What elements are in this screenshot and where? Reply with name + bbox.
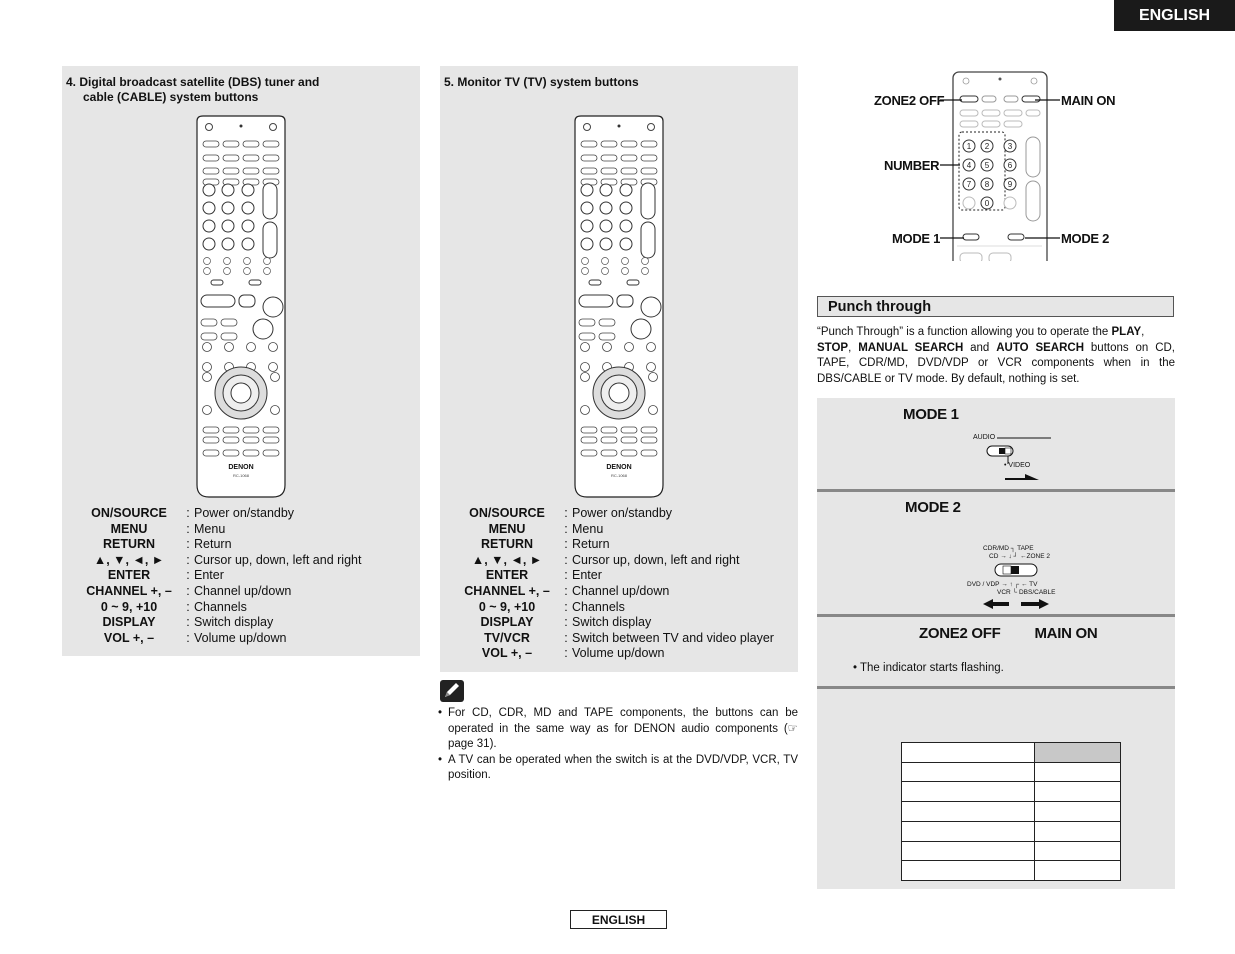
dbscable-label: DBS/CABLE	[1018, 589, 1056, 596]
remote-illustration-dbs	[193, 115, 289, 504]
punch-through-heading: Punch through	[817, 296, 1174, 317]
cdrmd-label: CDR/MD	[983, 545, 1009, 552]
footer-language-label: ENGLISH	[570, 910, 667, 929]
button-list-row	[76, 615, 361, 631]
section4-title-line1: 4. Digital broadcast satellite (DBS) tuner and	[66, 75, 320, 89]
separator: :	[186, 537, 190, 552]
separator: :	[564, 552, 568, 567]
svg-text:2: 2	[984, 142, 990, 151]
button-key: RETURN	[480, 537, 534, 552]
button-description: Return	[572, 537, 610, 552]
section5-title: 5. Monitor TV (TV) system buttons	[444, 75, 639, 89]
button-description: Menu	[572, 521, 604, 536]
svg-text:4: 4	[966, 161, 972, 170]
svg-text:5: 5	[984, 161, 990, 170]
zone2-off-label: ZONE2 OFF	[919, 625, 1001, 642]
svg-text:3: 3	[1007, 142, 1013, 151]
button-key: TV/VCR	[484, 630, 530, 645]
separator: :	[186, 630, 190, 645]
button-description: Switch display	[194, 615, 274, 630]
button-description: Channel up/down	[572, 583, 670, 598]
button-list-row	[76, 553, 361, 569]
button-description: Enter	[194, 568, 224, 583]
button-list-row	[454, 537, 774, 553]
separator: :	[186, 615, 190, 630]
button-key: ENTER	[107, 568, 151, 583]
button-key: ▲, ▼, ◄, ►	[471, 552, 543, 567]
svg-text:6: 6	[1007, 161, 1013, 170]
cd-label: CD	[989, 553, 999, 560]
zone2-label: ZONE 2	[1026, 553, 1050, 560]
button-list-row	[454, 600, 774, 616]
button-key: VOL +, –	[103, 630, 155, 645]
note-pencil-icon	[440, 680, 464, 702]
button-description: Switch display	[572, 615, 652, 630]
note-text: A TV can be operated when the switch is at the DVD/VDP, VCR, TV position.	[448, 753, 798, 782]
main-on-callout: MAIN ON	[1061, 93, 1116, 108]
button-description: Cursor up, down, left and right	[194, 552, 362, 567]
button-description: Volume up/down	[572, 646, 665, 661]
svg-text:1: 1	[966, 142, 972, 151]
section5-panel	[440, 66, 798, 672]
button-key: VOL +, –	[481, 646, 533, 661]
button-description: Menu	[194, 521, 226, 536]
button-list-row	[454, 584, 774, 600]
step1-title: MODE 1	[903, 406, 959, 423]
button-list-row	[76, 522, 361, 538]
button-list-row	[454, 631, 774, 647]
separator: :	[564, 630, 568, 645]
separator: :	[564, 599, 568, 614]
step-mode1	[817, 398, 1175, 489]
table-row	[902, 821, 1121, 841]
step3-title	[919, 625, 1097, 642]
button-key: CHANNEL +, –	[464, 583, 550, 598]
table-row	[902, 762, 1121, 782]
button-key: ENTER	[485, 568, 529, 583]
svg-text:9: 9	[1007, 180, 1013, 189]
zone2-off-callout: ZONE2 OFF	[874, 93, 945, 108]
button-list-row	[76, 631, 361, 647]
note-item: • A TV can be operated when the switch is at the DVD/VDP, VCR, TV position.	[438, 753, 798, 784]
separator: :	[186, 506, 190, 520]
intro-text: ,	[1141, 326, 1145, 338]
button-key: ▲, ▼, ◄, ►	[93, 552, 165, 567]
svg-text:0: 0	[984, 199, 990, 208]
language-tab: ENGLISH	[1114, 0, 1235, 31]
intro-text: “Punch Through” is a function allowing you to operate the	[817, 326, 1112, 338]
remote-model-label: RC-1068	[232, 473, 250, 478]
vcr-label: VCR	[997, 589, 1011, 596]
button-key: DISPLAY	[102, 615, 156, 630]
remote-model-label: RC-1068	[610, 473, 628, 478]
audio-label: AUDIO	[973, 434, 996, 441]
separator: :	[186, 583, 190, 598]
intro-text: and	[963, 341, 997, 354]
table-row	[902, 802, 1121, 822]
play-label: PLAY	[1111, 326, 1142, 338]
mode1-switch-icon	[985, 436, 1055, 484]
button-list-row	[76, 584, 361, 600]
mode2-callout: MODE 2	[1061, 231, 1110, 246]
button-description: Return	[194, 537, 232, 552]
intro-text: buttons on CD, TAPE, CDR/MD, DVD/VDP or VCR components when in the DBS/CABLE or TV mode. By default, nothing is set.	[817, 341, 1175, 385]
button-list-row	[454, 553, 774, 569]
button-list-row	[76, 600, 361, 616]
number-callout: NUMBER	[884, 158, 940, 173]
table-row	[902, 861, 1121, 881]
separator: :	[186, 568, 190, 583]
separator: :	[564, 583, 568, 598]
svg-text:8: 8	[984, 180, 990, 189]
separator: :	[564, 537, 568, 552]
tape-label: TAPE	[1017, 545, 1034, 552]
step3-note: • The indicator starts flashing.	[853, 662, 1004, 674]
button-description: Channels	[572, 599, 625, 614]
button-key: ON/SOURCE	[91, 506, 167, 520]
step-mode2	[817, 492, 1175, 614]
tv-label: TV	[1029, 581, 1038, 588]
button-list-row	[454, 568, 774, 584]
table-row	[902, 743, 1121, 763]
intro-text: ,	[848, 341, 859, 354]
button-description: Channel up/down	[194, 583, 292, 598]
button-description: Cursor up, down, left and right	[572, 552, 740, 567]
remote-brand-logo: DENON	[606, 464, 632, 471]
section4-panel	[62, 66, 420, 656]
separator: :	[564, 568, 568, 583]
separator: :	[564, 615, 568, 630]
callout-lines	[940, 90, 1060, 250]
mode2-bottom-labels: DVD / VDP → ↑ ┌ ← TV VCR └ DBS/CABLE	[967, 581, 1056, 596]
button-list-row	[76, 506, 361, 522]
separator: :	[186, 521, 190, 536]
button-list-row	[454, 506, 774, 522]
button-key: MENU	[488, 521, 526, 536]
button-key: RETURN	[102, 537, 156, 552]
remote-illustration-tv	[571, 115, 667, 504]
auto-search-label: AUTO SEARCH	[996, 341, 1085, 354]
separator: :	[564, 521, 568, 536]
button-list-row	[76, 537, 361, 553]
button-description: Enter	[572, 568, 602, 583]
dvdvdp-label: DVD / VDP	[967, 581, 1000, 588]
video-label: • VIDEO	[1004, 462, 1031, 469]
section4-button-list	[76, 506, 361, 646]
button-description: Switch between TV and video player	[572, 630, 774, 645]
button-description: Channels	[194, 599, 247, 614]
button-description: Power on/standby	[194, 506, 295, 520]
section4-title-line2: cable (CABLE) system buttons	[83, 90, 259, 104]
button-key: CHANNEL +, –	[86, 583, 172, 598]
button-list-row	[76, 568, 361, 584]
stop-label: STOP	[817, 341, 849, 354]
punch-through-intro	[817, 325, 1175, 387]
step2-title: MODE 2	[905, 499, 961, 516]
button-key: DISPLAY	[480, 615, 534, 630]
remote-control-icon	[193, 115, 289, 499]
main-on-label: MAIN ON	[1034, 625, 1098, 642]
mode1-callout: MODE 1	[892, 231, 941, 246]
button-list-row	[454, 522, 774, 538]
separator: :	[186, 599, 190, 614]
note-text: For CD, CDR, MD and TAPE components, the buttons can be operated in the same way as for DENON audio components (☞ page 31).	[448, 707, 798, 751]
svg-text:7: 7	[966, 180, 972, 189]
button-list-row	[454, 615, 774, 631]
punch-through-table	[901, 742, 1121, 881]
separator: :	[564, 646, 568, 661]
notes-list	[438, 706, 798, 784]
table-row	[902, 841, 1121, 861]
step-zone2-main	[817, 617, 1175, 686]
mode2-top-labels: CDR/MD ┐ TAPE CD → ↓ ┘ ←ZONE 2	[983, 545, 1050, 560]
button-key: 0 ~ 9, +10	[100, 599, 158, 614]
table-row	[902, 782, 1121, 802]
separator: :	[564, 506, 568, 520]
separator: :	[186, 552, 190, 567]
section4-title	[66, 75, 406, 105]
button-key: 0 ~ 9, +10	[478, 599, 536, 614]
section5-button-list	[454, 506, 774, 662]
button-list-row	[454, 646, 774, 662]
manual-search-label: MANUAL SEARCH	[858, 341, 964, 354]
remote-control-icon	[571, 115, 667, 499]
button-description: Power on/standby	[572, 506, 673, 520]
note-item: • For CD, CDR, MD and TAPE components, the buttons can be operated in the same way as for DENON audio components (☞ page 31).	[438, 706, 798, 753]
button-key: ON/SOURCE	[469, 506, 545, 520]
remote-brand-logo: DENON	[228, 464, 254, 471]
button-key: MENU	[110, 521, 148, 536]
button-description: Volume up/down	[194, 630, 287, 645]
